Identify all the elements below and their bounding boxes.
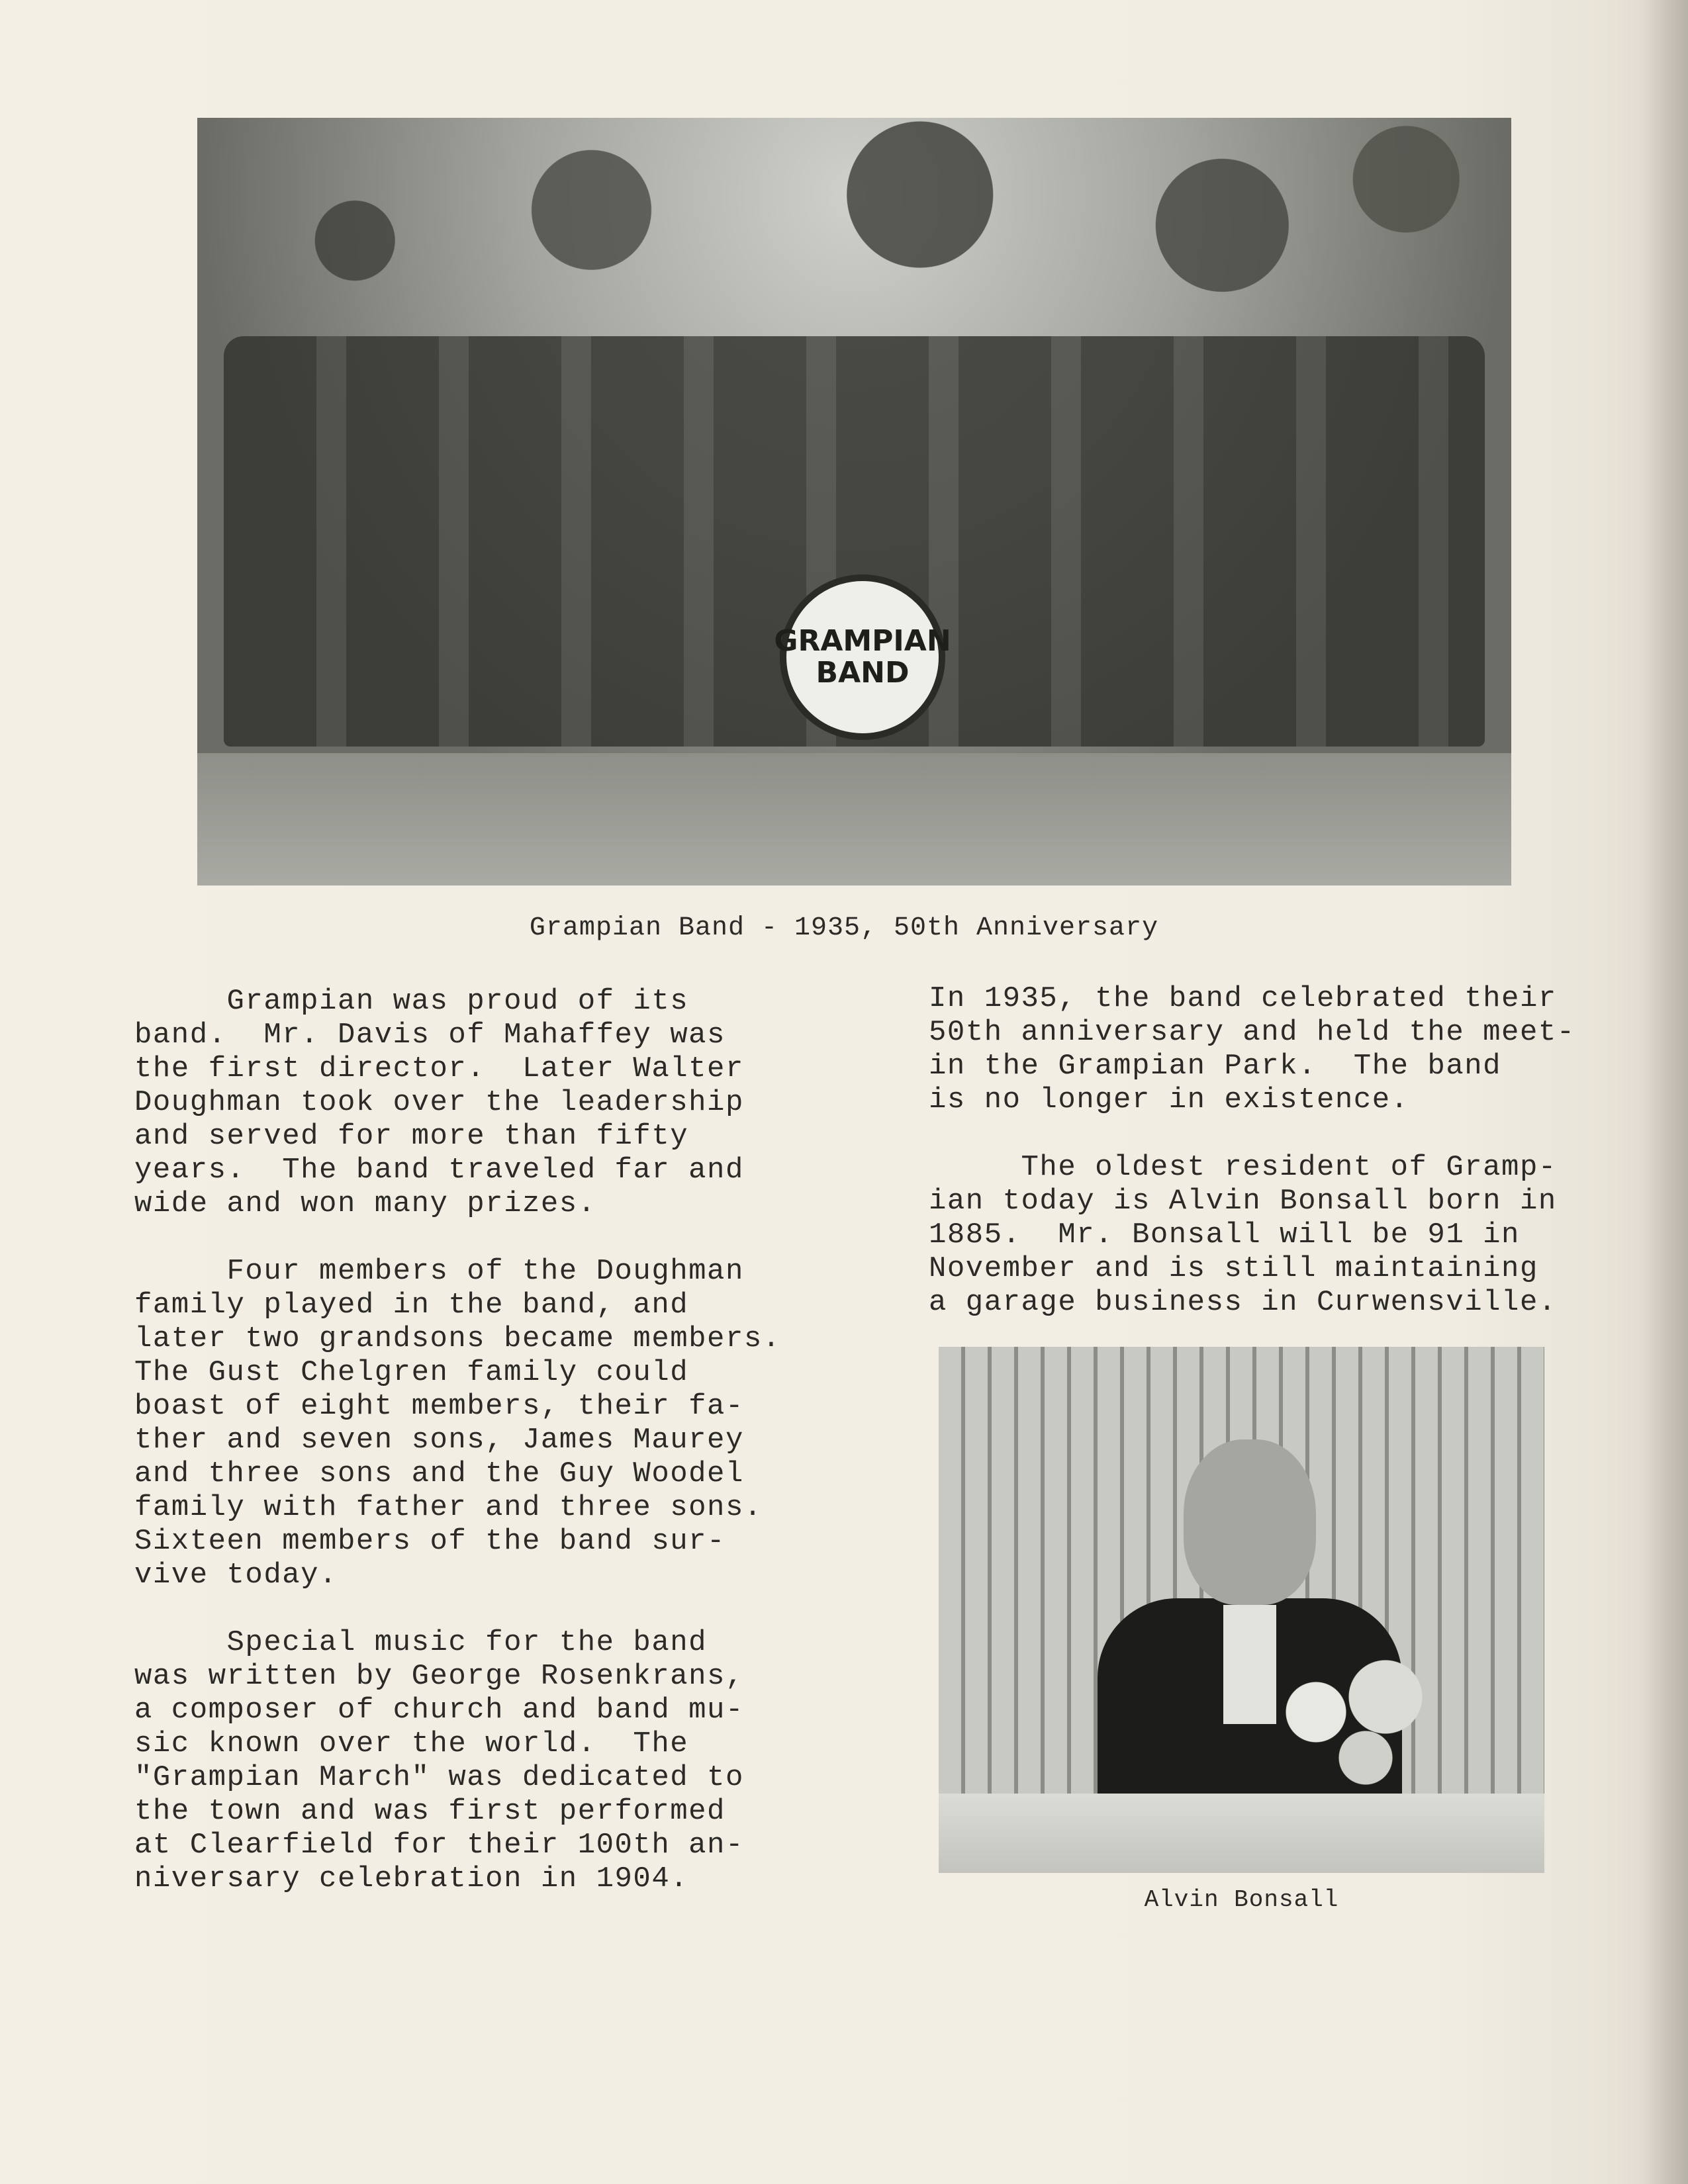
- left-column: [134, 985, 781, 1896]
- portrait-caption: Alvin Bonsall: [1144, 1886, 1339, 1913]
- bass-drum: [774, 574, 951, 740]
- right-column: [929, 982, 1575, 1320]
- portrait-head: [1184, 1439, 1316, 1605]
- band-photo-caption: Grampian Band - 1935, 50th Anniversary: [529, 913, 1159, 943]
- left-paragraph-1: Grampian was proud of its band. Mr. Davis of Mahaffey was the first director. Later Walter Doughman took over the leadership and served for more than fifty years. The band traveled far and wide and won many prizes.: [134, 985, 744, 1220]
- portrait-photo: [939, 1347, 1544, 1873]
- right-paragraph-1: In 1935, the band celebrated their 50th anniversary and held the meet- in the Grampian Park. The band is no longer in existence.: [929, 982, 1575, 1116]
- drum-text-line2: BAND: [816, 656, 910, 690]
- portrait-flowers: [1256, 1651, 1455, 1803]
- band-photo: [197, 118, 1511, 886]
- left-paragraph-2: Four members of the Doughman family played in the band, and later two grandsons became members. The Gust Chelgren family could boast of eight members, their fa- ther and seven sons, James Maurey and three sons and the Guy Woodel family with father and three sons. Sixteen members of the band sur- vive today.: [134, 1255, 781, 1592]
- page-edge-shadow: [1642, 0, 1688, 2184]
- band-photo-ground: [197, 753, 1511, 886]
- drum-text-line1: GRAMPIAN: [774, 623, 951, 658]
- left-paragraph-3: Special music for the band was written by George Rosenkrans, a composer of church and band mu- sic known over the world. The "Grampian March" was dedicated to the town and was first performed at Clearfield for their 100th an- niversary celebration in 1904.: [134, 1626, 744, 1895]
- right-paragraph-2: The oldest resident of Gramp- ian today is Alvin Bonsall born in 1885. Mr. Bonsall will be 91 in November and is still maintaining a garage business in Curwensville.: [929, 1151, 1557, 1319]
- portrait-table: [939, 1794, 1544, 1873]
